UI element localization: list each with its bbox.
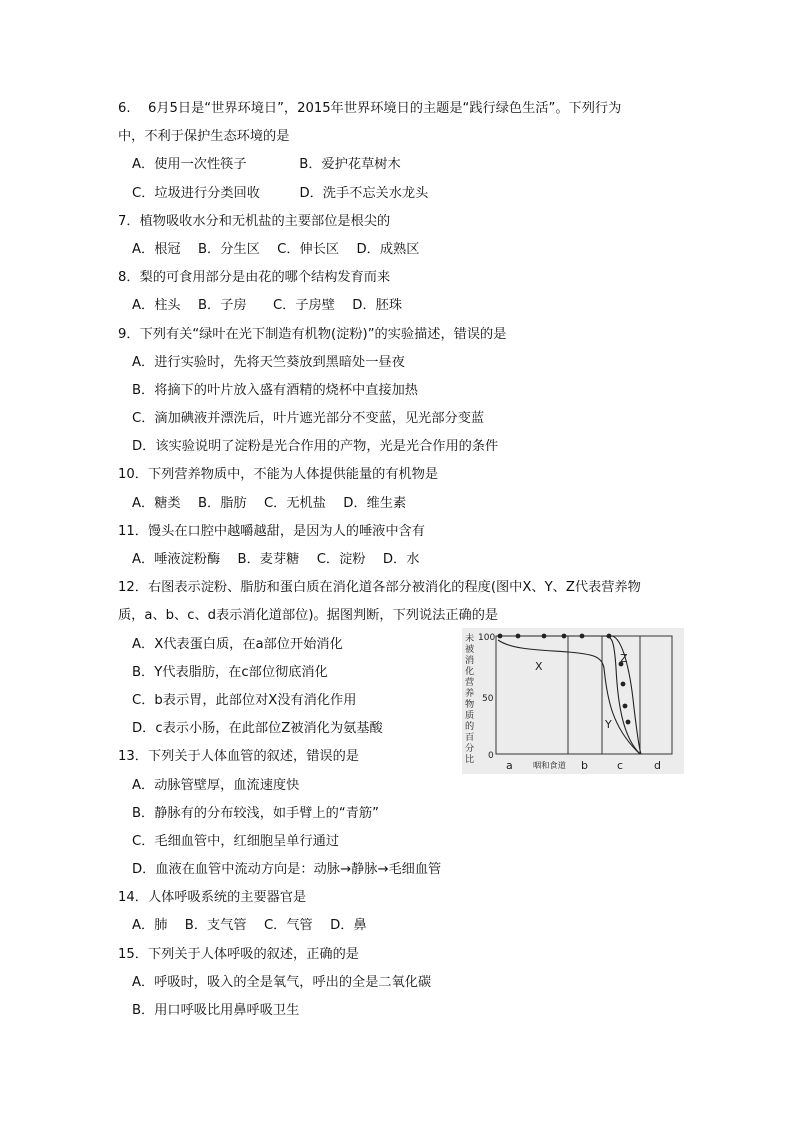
- q6-stem-line2: 中，不利于保护生态环境的是: [118, 129, 290, 145]
- q13-option-d: D．血液在血管中流动方向是：动脉→静脉→毛细血管: [132, 862, 442, 878]
- q12-stem-line1: 12．右图表示淀粉、脂肪和蛋白质在消化道各部分被消化的程度(图中X、Y、Z代表营养物: [118, 580, 641, 596]
- q9-option-c: C．滴加碘液并漂洗后，叶片遮光部分不变蓝，见光部分变蓝: [132, 411, 485, 427]
- q13-option-b: B．静脉有的分布较浅，如手臂上的“青筋”: [132, 805, 379, 821]
- digestion-chart-svg: [462, 628, 684, 774]
- q13-option-c: C．毛细血管中，红细胞呈单行通过: [132, 833, 340, 849]
- q9-stem: 9．下列有关“绿叶在光下制造有机物(淀粉)”的实验描述，错误的是: [118, 326, 507, 342]
- x-label-a: a: [506, 759, 513, 772]
- question-text: [118, 95, 678, 1025]
- q9-option-d: D．该实验说明了淀粉是光合作用的产物，光是光合作用的条件: [132, 439, 499, 455]
- x-label-c: c: [617, 759, 624, 772]
- q7-stem: 7．植物吸收水分和无机盐的主要部位是根尖的: [118, 213, 391, 229]
- q12-option-c: C．b表示胃，此部位对X没有消化作用: [132, 692, 357, 708]
- q14-stem: 14．人体呼吸系统的主要器官是: [118, 890, 307, 906]
- q12-option-d: D．c表示小肠，在此部位Z被消化为氨基酸: [132, 721, 383, 737]
- q12-option-b: B．Y代表脂肪，在c部位彻底消化: [132, 664, 328, 680]
- y-title-char: 百: [465, 732, 475, 743]
- label-z: Z: [620, 652, 628, 665]
- q15-option-b: B．用口呼吸比用鼻呼吸卫生: [132, 1003, 300, 1018]
- q6-options-cd: C．垃圾进行分类回收 D．洗手不忘关水龙头: [132, 185, 429, 201]
- y-title-char: 消: [465, 655, 475, 666]
- y-tick-0: 0: [488, 751, 494, 761]
- q6-stem-line1: 6. 6月5日是“世界环境日”，2015年世界环境日的主题是“践行绿色生活”。下列行为: [118, 101, 622, 116]
- q15-option-a: A．呼吸时，吸入的全是氧气，呼出的全是二氧化碳: [132, 974, 432, 990]
- q11-stem: 11．馒头在口腔中越嚼越甜，是因为人的唾液中含有: [118, 523, 425, 539]
- q15-stem: 15．下列关于人体呼吸的叙述，正确的是: [118, 946, 359, 962]
- q8-options: A．柱头 B．子房 C．子房壁 D．胚珠: [132, 298, 403, 314]
- q9-option-b: B．将摘下的叶片放入盛有酒精的烧杯中直接加热: [132, 382, 418, 398]
- y-title-char: 比: [465, 754, 475, 765]
- q12-stem-line2: 质，a、b、c、d表示消化道部位)。据图判断，下列说法正确的是: [118, 608, 499, 624]
- y-title-char: 质: [465, 710, 475, 721]
- y-title-char: 物: [465, 699, 475, 710]
- q7-options: A．根冠 B．分生区 C．伸长区 D．成熟区: [132, 241, 420, 257]
- y-title-char: 营: [465, 677, 475, 688]
- y-title-char: 养: [465, 688, 475, 699]
- q11-options: A．唾液淀粉酶 B．麦芽糖 C．淀粉 D．水: [132, 552, 420, 567]
- label-x: X: [535, 660, 543, 673]
- y-title-char: 被: [465, 644, 475, 655]
- q10-options: A．糖类 B．脂肪 C．无机盐 D．维生素: [132, 495, 407, 511]
- q12-option-a: A．X代表蛋白质，在a部位开始消化: [132, 636, 343, 652]
- y-title-char: 分: [465, 743, 475, 754]
- q13-stem: 13．下列关于人体血管的叙述，错误的是: [118, 749, 359, 765]
- y-tick-50: 50: [482, 694, 494, 704]
- q14-options: A．肺 B．支气管 C．气管 D．鼻: [132, 918, 367, 934]
- q8-stem: 8．梨的可食用部分是由花的哪个结构发育而来: [118, 270, 391, 286]
- q6-options-ab: A．使用一次性筷子 B．爱护花草树木: [132, 157, 401, 173]
- x-label-d: d: [654, 759, 661, 772]
- q13-option-a: A．动脉管壁厚，血流速度快: [132, 777, 300, 793]
- q10-stem: 10．下列营养物质中，不能为人体提供能量的有机物是: [118, 467, 439, 483]
- y-title-char: 未: [465, 633, 475, 644]
- y-title-char: 的: [465, 721, 475, 732]
- y-title-char: 化: [465, 666, 475, 677]
- x-label-b: b: [581, 759, 588, 772]
- y-tick-100: 100: [478, 633, 496, 643]
- q9-option-a: A．进行实验时，先将天竺葵放到黑暗处一昼夜: [132, 354, 405, 370]
- label-y: Y: [605, 718, 612, 731]
- digestion-figure: [462, 628, 684, 774]
- x-label-esophagus: 咽和食道: [533, 760, 566, 770]
